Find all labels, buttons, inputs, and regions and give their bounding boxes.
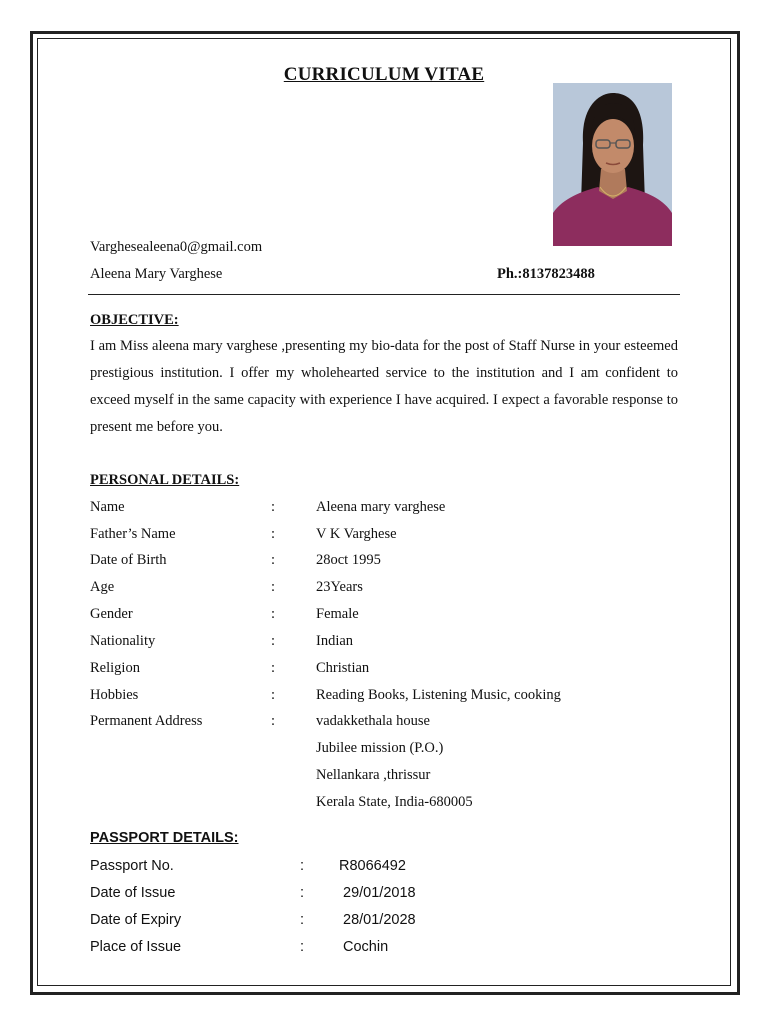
document-title: CURRICULUM VITAE (283, 64, 485, 85)
row-separator: : (271, 526, 276, 542)
row-label: Place of Issue (90, 939, 182, 955)
row-label: Name (90, 499, 125, 515)
row-label: Gender (90, 606, 133, 622)
row-label: Hobbies (90, 687, 139, 703)
row-value: Christian (316, 660, 370, 676)
row-value: Reading Books, Listening Music, cooking (316, 687, 561, 703)
row-label: Father’s Name (90, 526, 176, 542)
row-separator: : (300, 939, 305, 955)
row-label: Date of Expiry (90, 912, 182, 928)
row-value: 23Years (316, 579, 363, 595)
row-separator: : (271, 687, 276, 703)
objective-text: I am Miss aleena mary varghese ,presenting my bio-data for the post of Staff Nurse in your esteemed prestigious institution. I offer my wholehearted service to the institution and I am confident to exceed myself in the same capacity with experience I have acquired. I expect a favorable response to present me before you. (90, 338, 678, 435)
row-value: 29/01/2018 (343, 885, 416, 901)
row-separator: : (271, 713, 276, 729)
row-label: Passport No. (90, 858, 174, 874)
row-label: Nationality (90, 633, 156, 649)
row-label: Age (90, 579, 115, 595)
row-separator: : (271, 579, 276, 595)
row-separator: : (300, 885, 305, 901)
row-value: Kerala State, India-680005 (316, 794, 473, 810)
row-value: 28oct 1995 (316, 552, 381, 568)
row-separator: : (300, 912, 305, 928)
row-value: vadakkethala house (316, 713, 430, 729)
row-separator: : (271, 499, 276, 515)
contact-email: Varghesealeena0@gmail.com (90, 239, 263, 255)
contact-name: Aleena Mary Varghese (90, 266, 223, 282)
row-separator: : (271, 606, 276, 622)
row-value: Jubilee mission (P.O.) (316, 740, 444, 756)
row-separator: : (300, 858, 305, 874)
row-value: 28/01/2028 (343, 912, 416, 928)
row-label: Permanent Address (90, 713, 203, 729)
contact-phone: Ph.:8137823488 (497, 266, 595, 282)
row-separator: : (271, 552, 276, 568)
row-separator: : (271, 660, 276, 676)
row-value: Aleena mary varghese (316, 499, 446, 515)
row-label: Date of Birth (90, 552, 167, 568)
objective-heading: OBJECTIVE: (90, 312, 179, 328)
portrait-photo-icon (553, 83, 672, 246)
row-label: Religion (90, 660, 140, 676)
row-value: Nellankara ,thrissur (316, 767, 431, 783)
row-value: Female (316, 606, 359, 622)
row-separator: : (271, 633, 276, 649)
header-divider (88, 294, 680, 295)
row-value: R8066492 (339, 858, 406, 874)
personal-details-heading: PERSONAL DETAILS: (90, 472, 240, 488)
row-label: Date of Issue (90, 885, 176, 901)
row-value: Cochin (343, 939, 389, 955)
row-value: Indian (316, 633, 354, 649)
portrait-photo (553, 83, 672, 246)
passport-details-heading: PASSPORT DETAILS: (90, 830, 239, 846)
row-value: V K Varghese (316, 526, 397, 542)
